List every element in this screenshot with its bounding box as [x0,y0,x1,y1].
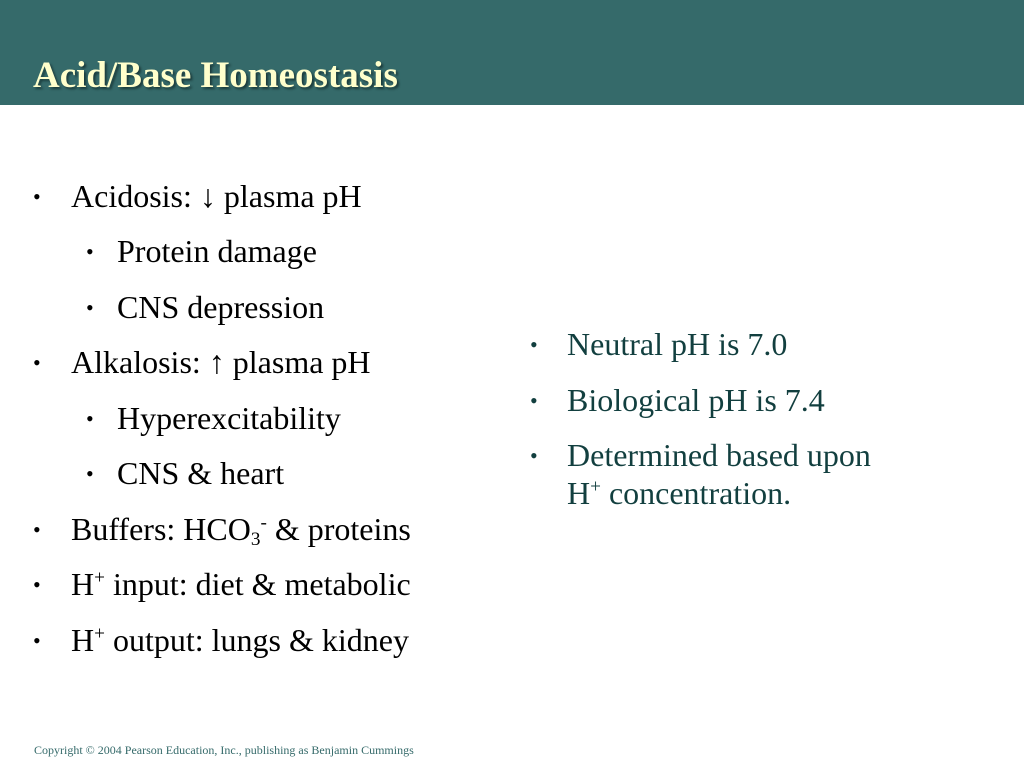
bullet-h-input: • H+ input: diet & metabolic [33,566,411,602]
bullet-acidosis: • Acidosis: ↓ plasma pH [33,178,362,214]
up-arrow-icon: ↑ [208,344,225,380]
bullet-icon: • [86,295,94,320]
bullet-icon: • [33,628,41,653]
bullet-icon: • [530,388,538,413]
bullet-hyperexcitability: • Hyperexcitability [86,400,341,436]
bullet-h-output: • H+ output: lungs & kidney [33,622,409,658]
bullet-cns-depression: • CNS depression [86,289,325,325]
bullet-neutral-ph: • Neutral pH is 7.0 [530,326,788,362]
bullet-buffers: • Buffers: $HCO_3^-$ & proteins [33,511,411,550]
bullet-alkalosis: • Alkalosis: ↑ plasma pH [33,344,371,380]
bullet-icon: • [33,517,41,542]
bullet-cns-heart: • CNS & heart [86,455,285,491]
down-arrow-icon: ↓ [199,178,216,214]
bullet-icon: • [86,461,94,486]
bullet-icon: • [86,239,94,264]
bullet-determined: • Determined based upon H+ concentration. [530,437,871,511]
bullet-biological-ph: • Biological pH is 7.4 [530,382,825,418]
bullet-icon: • [33,572,41,597]
bullet-icon: • [33,350,41,375]
bullet-icon: • [530,332,538,357]
bullet-protein-damage: • Protein damage [86,233,317,269]
bullet-icon: • [530,443,538,468]
slide-title: Acid/Base Homeostasis [33,55,398,96]
copyright-footer: Copyright © 2004 Pearson Education, Inc., publishing as Benjamin Cummings [34,743,414,757]
bullet-icon: • [86,406,94,431]
bullet-icon: • [33,184,41,209]
